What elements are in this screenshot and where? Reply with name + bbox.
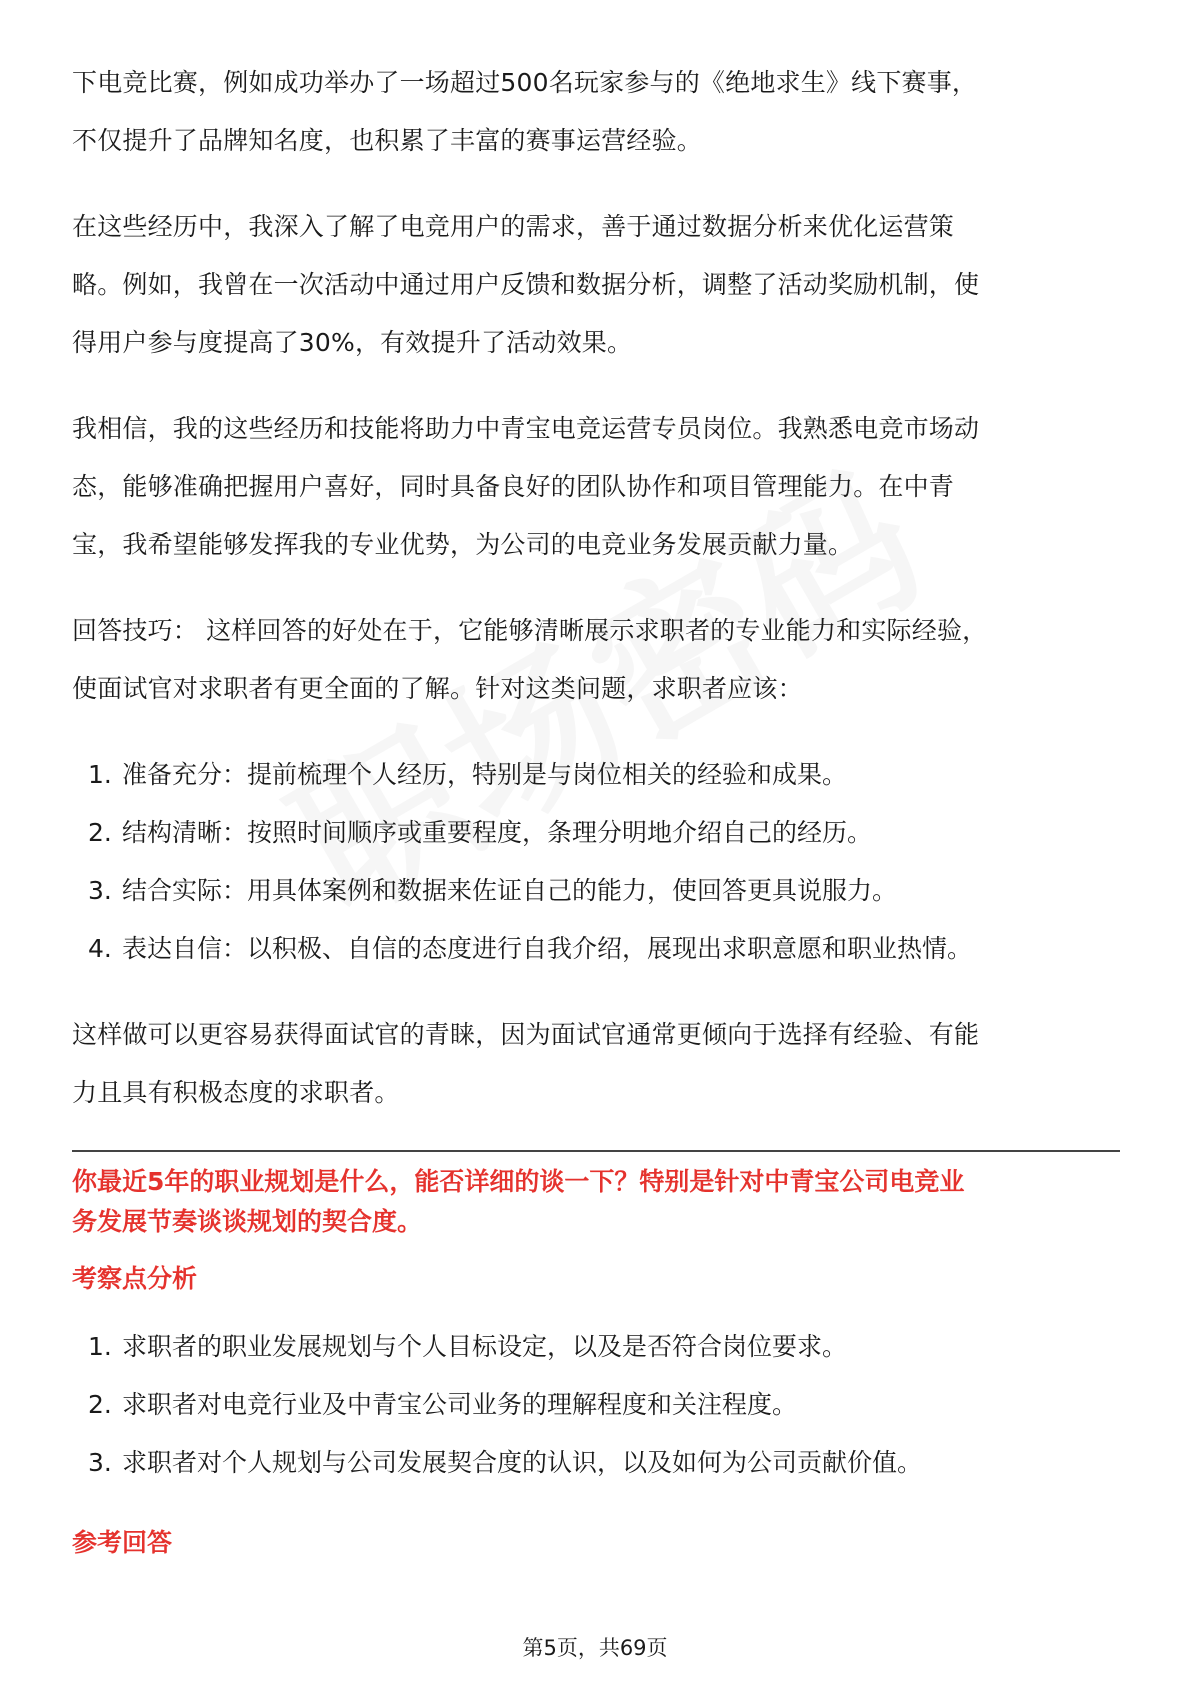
list-item: 2. 结构清晰：按照时间顺序或重要程度，条理分明地介绍自己的经历。: [88, 818, 873, 847]
paragraph-answer-tips: 回答技巧： 这样回答的好处在于，它能够清晰展示求职者的专业能力和实际经验， 使面试官对求职者有更全面的了解。针对这类问题，求职者应该：: [72, 616, 988, 703]
paragraph-conclusion: 我相信，我的这些经历和技能将助力中青宝电竞运营专员岗位。我熟悉电竞市场动 态，能够准确把握用户喜好，同时具备良好的团队协作和项目管理能力。在中青 宝，我希望能够发挥我的专业优势，为公司的电竞业务发展贡献力量。: [72, 414, 980, 559]
list-item: 1. 求职者的职业发展规划与个人目标设定，以及是否符合岗位要求。: [88, 1332, 848, 1361]
paragraph-event-experience: 下电竞比赛，例如成功举办了一场超过500名玩家参与的《绝地求生》线下赛事， 不仅提升了品牌知名度，也积累了丰富的赛事运营经验。: [72, 68, 978, 155]
answer-heading: 参考回答: [72, 1528, 173, 1557]
analysis-list: [72, 1318, 1120, 1492]
analysis-heading: 考察点分析: [72, 1264, 198, 1293]
paragraph-data-analysis: 在这些经历中，我深入了解了电竞用户的需求，善于通过数据分析来优化运营策 略。例如，我曾在一次活动中通过用户反馈和数据分析，调整了活动奖励机制，使 得用户参与度提高了30%，有效提升了活动效果。: [72, 212, 980, 357]
paragraph-summary: 这样做可以更容易获得面试官的青睐，因为面试官通常更倾向于选择有经验、有能 力且具有积极态度的求职者。: [72, 1020, 980, 1107]
list-item: 1. 准备充分：提前梳理个人经历，特别是与岗位相关的经验和成果。: [88, 760, 848, 789]
list-item: 3. 结合实际：用具体案例和数据来佐证自己的能力，使回答更具说服力。: [88, 876, 898, 905]
list-item: 2. 求职者对电竞行业及中青宝公司业务的理解程度和关注程度。: [88, 1390, 798, 1419]
question-heading: 你最近5年的职业规划是什么，能否详细的谈一下？特别是针对中青宝公司电竞业 务发展节奏谈谈规划的契合度。: [72, 1167, 965, 1236]
list-item: 3. 求职者对个人规划与公司发展契合度的认识，以及如何为公司贡献价值。: [88, 1448, 923, 1477]
page-footer: 第5页，共69页: [522, 1636, 668, 1660]
list-item: 4. 表达自信：以积极、自信的态度进行自我介绍，展现出求职意愿和职业热情。: [88, 934, 973, 963]
document-page: [72, 54, 1120, 1582]
section-divider: [72, 1150, 1120, 1152]
tips-list: [72, 746, 1120, 978]
